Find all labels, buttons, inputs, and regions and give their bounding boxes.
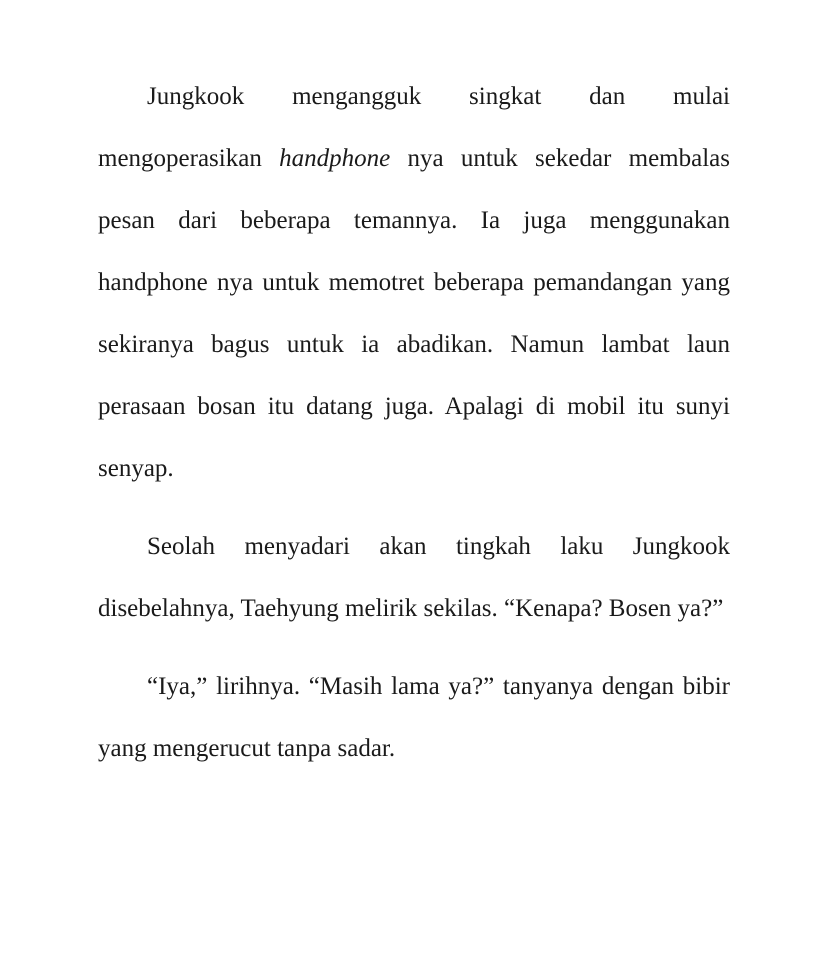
paragraph-1-text-end: nya untuk sekedar membalas pesan dari beberapa temannya. Ia juga menggunakan handphone nya untuk memotret beberapa pemandangan yang sekiranya bagus untuk ia abadikan. Namun lambat laun perasaan bosan itu datang juga. Apalagi di mobil itu sunyi senyap. xyxy=(98,145,730,482)
document-page xyxy=(98,66,730,780)
paragraph-1-emphasis: handphone xyxy=(279,145,391,172)
paragraph-1 xyxy=(98,66,730,500)
paragraph-3: “Iya,” lirihnya. “Masih lama ya?” tanyanya dengan bibir yang mengerucut tanpa sadar. xyxy=(98,673,730,762)
paragraph-2: Seolah menyadari akan tingkah laku Jungkook disebelahnya, Taehyung melirik sekilas. “Kenapa? Bosen ya?” xyxy=(98,533,730,622)
paragraph-1-text-start: Jungkook mengangguk singkat dan mulai mengoperasikan xyxy=(98,83,730,172)
